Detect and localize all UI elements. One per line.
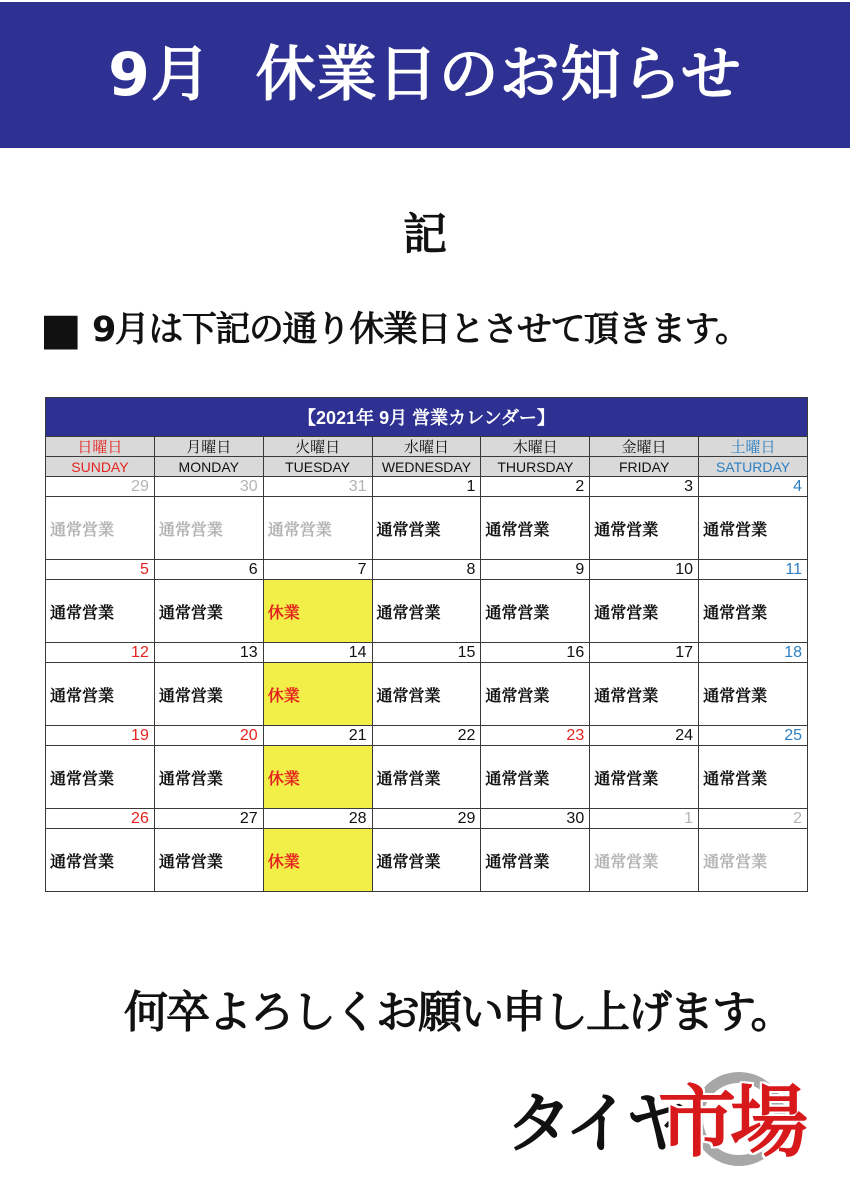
company-logo [500, 1066, 812, 1178]
page-title: 9月 休業日のお知らせ [108, 40, 742, 110]
weekday-ja-label: 火曜日 [263, 437, 372, 457]
calendar-header [46, 398, 808, 477]
date-number: 23 [481, 726, 590, 746]
date-row [46, 809, 808, 829]
closed-day-cell: 休業 [263, 663, 372, 726]
business-status-cell: 通常営業 [481, 580, 590, 643]
date-number: 29 [372, 809, 481, 829]
date-number: 1 [590, 809, 699, 829]
date-row [46, 477, 808, 497]
weekday-en-label: MONDAY [154, 457, 263, 477]
weekday-ja-label: 水曜日 [372, 437, 481, 457]
date-number: 28 [263, 809, 372, 829]
weekday-en-label: WEDNESDAY [372, 457, 481, 477]
memo-heading: 記 [403, 209, 447, 260]
weekday-en-row [46, 457, 808, 477]
business-status-cell: 通常営業 [699, 663, 808, 726]
status-row [46, 580, 808, 643]
date-row [46, 726, 808, 746]
business-status-cell: 通常営業 [372, 746, 481, 809]
weekday-ja-label: 日曜日 [46, 437, 155, 457]
weekday-ja-label: 月曜日 [154, 437, 263, 457]
calendar-title: 【2021年 9月 営業カレンダー】 [46, 398, 808, 437]
business-status-cell: 通常営業 [46, 829, 155, 892]
date-number: 30 [154, 477, 263, 497]
date-number: 11 [699, 560, 808, 580]
square-bullet-icon: ■ [40, 304, 82, 355]
date-number: 14 [263, 643, 372, 663]
status-row [46, 829, 808, 892]
business-status-cell: 通常営業 [372, 580, 481, 643]
date-number: 2 [699, 809, 808, 829]
business-status-cell: 通常営業 [590, 746, 699, 809]
weekday-en-label: FRIDAY [590, 457, 699, 477]
business-status-cell: 通常営業 [372, 829, 481, 892]
date-row [46, 560, 808, 580]
date-number: 18 [699, 643, 808, 663]
business-status-cell: 通常営業 [46, 497, 155, 560]
calendar-weeks [46, 477, 808, 892]
business-status-cell: 通常営業 [590, 829, 699, 892]
date-number: 12 [46, 643, 155, 663]
date-number: 29 [46, 477, 155, 497]
status-row [46, 746, 808, 809]
business-status-cell: 通常営業 [263, 497, 372, 560]
date-number: 2 [481, 477, 590, 497]
calendar-title-row [46, 398, 808, 437]
business-status-cell: 通常営業 [481, 497, 590, 560]
business-status-cell: 通常営業 [372, 663, 481, 726]
business-status-cell: 通常営業 [481, 829, 590, 892]
logo-katakana: タイヤ [506, 1085, 685, 1162]
weekday-ja-label: 木曜日 [481, 437, 590, 457]
closed-day-cell: 休業 [263, 580, 372, 643]
weekday-ja-label: 金曜日 [590, 437, 699, 457]
business-status-cell: 通常営業 [590, 663, 699, 726]
status-row [46, 497, 808, 560]
date-number: 19 [46, 726, 155, 746]
business-status-cell: 通常営業 [699, 497, 808, 560]
business-status-cell: 通常営業 [590, 497, 699, 560]
date-number: 16 [481, 643, 590, 663]
date-number: 10 [590, 560, 699, 580]
business-status-cell: 通常営業 [46, 663, 155, 726]
status-row [46, 663, 808, 726]
date-number: 13 [154, 643, 263, 663]
date-number: 22 [372, 726, 481, 746]
business-status-cell: 通常営業 [699, 580, 808, 643]
business-status-cell: 通常営業 [154, 829, 263, 892]
business-calendar [45, 397, 808, 892]
notice-text: 9月は下記の通り休業日とさせて頂きます。 [92, 310, 749, 350]
weekday-ja-row [46, 437, 808, 457]
date-number: 21 [263, 726, 372, 746]
date-number: 9 [481, 560, 590, 580]
weekday-en-label: TUESDAY [263, 457, 372, 477]
business-status-cell: 通常営業 [699, 746, 808, 809]
date-number: 25 [699, 726, 808, 746]
logo-kanji: 市場 [658, 1078, 803, 1168]
business-status-cell: 通常営業 [481, 663, 590, 726]
date-number: 30 [481, 809, 590, 829]
date-number: 7 [263, 560, 372, 580]
weekday-en-label: SATURDAY [699, 457, 808, 477]
closed-day-cell: 休業 [263, 829, 372, 892]
business-status-cell: 通常営業 [154, 746, 263, 809]
business-status-cell: 通常営業 [154, 663, 263, 726]
business-status-cell: 通常営業 [699, 829, 808, 892]
date-row [46, 643, 808, 663]
date-number: 3 [590, 477, 699, 497]
notice-line [40, 304, 749, 356]
header-banner [0, 2, 850, 148]
date-number: 15 [372, 643, 481, 663]
date-number: 24 [590, 726, 699, 746]
weekday-ja-label: 土曜日 [699, 437, 808, 457]
business-status-cell: 通常営業 [154, 580, 263, 643]
date-number: 6 [154, 560, 263, 580]
business-status-cell: 通常営業 [590, 580, 699, 643]
date-number: 17 [590, 643, 699, 663]
date-number: 8 [372, 560, 481, 580]
date-number: 5 [46, 560, 155, 580]
business-status-cell: 通常営業 [154, 497, 263, 560]
business-status-cell: 通常営業 [46, 746, 155, 809]
date-number: 27 [154, 809, 263, 829]
date-number: 1 [372, 477, 481, 497]
business-status-cell: 通常営業 [372, 497, 481, 560]
business-status-cell: 通常営業 [46, 580, 155, 643]
date-number: 26 [46, 809, 155, 829]
closed-day-cell: 休業 [263, 746, 372, 809]
weekday-en-label: SUNDAY [46, 457, 155, 477]
weekday-en-label: THURSDAY [481, 457, 590, 477]
date-number: 31 [263, 477, 372, 497]
date-number: 4 [699, 477, 808, 497]
closing-message: 何卒よろしくお願い申し上げます。 [124, 987, 793, 1038]
date-number: 20 [154, 726, 263, 746]
business-status-cell: 通常営業 [481, 746, 590, 809]
